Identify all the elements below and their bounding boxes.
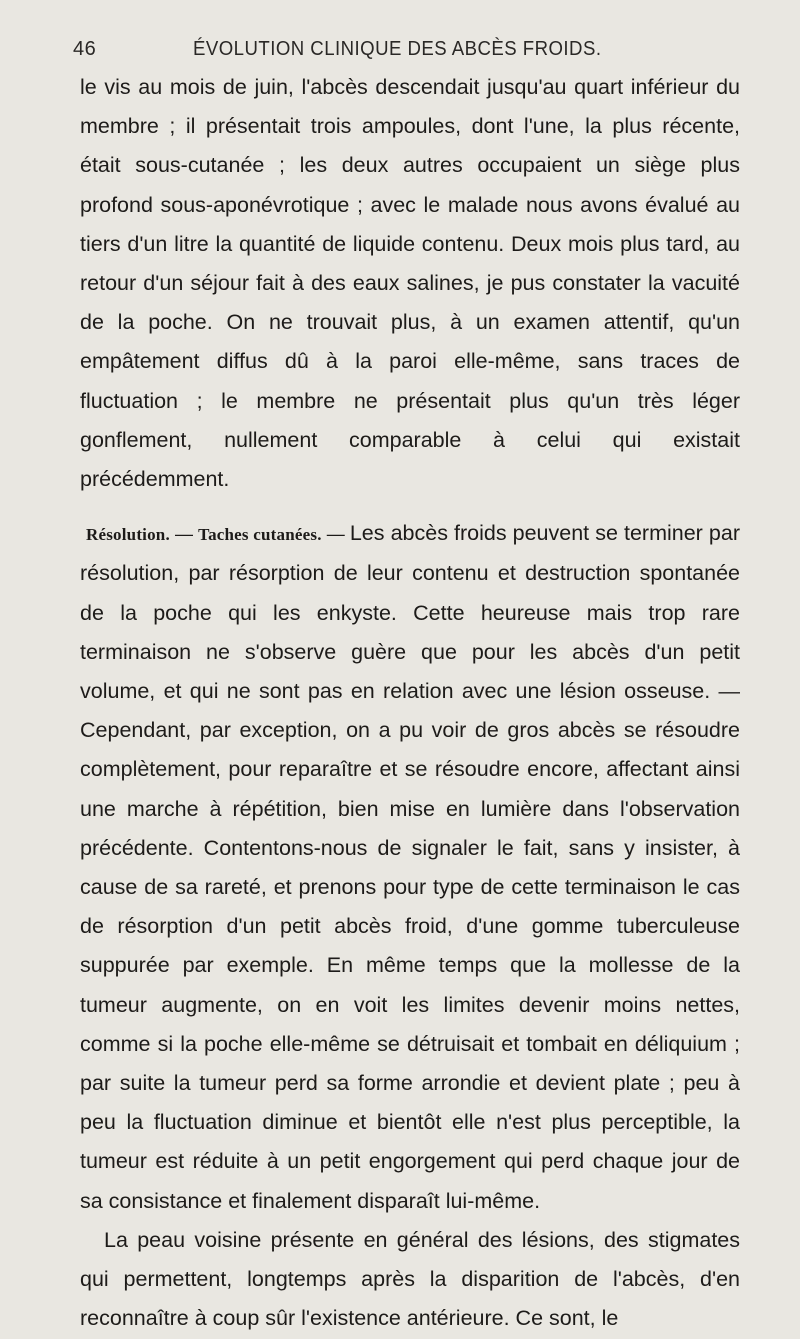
heading-separator: — — [321, 524, 350, 545]
paragraph-resolution-text: Les abcès froids peuvent se terminer par résolution, par résorption de leur contenu et destruction spontanée de la poche qui les enkyste. Cette heureuse mais trop rare terminaison ne s'observe guère que pour les abcès d'un petit volume, et qui ne sont pas en relation avec une lésion osseuse. — Cependant, par exception, on a pu voir de gros abcès se résoudre complètement, pour reparaître et se résoudre encore, affectant ainsi une marche à répétition, bien mise en lumière dans l'observation précédente. Contentons-nous de signaler le fait, sans y insister, à cause de sa rareté, et prenons pour type de cette terminaison le cas de résorption d'un petit abcès froid, d'une gomme tuberculeuse suppurée par exemple. En même temps que la mollesse de la tumeur augmente, on en voit les limites devenir moins nettes, comme si la poche elle-même se détruisait et tombait en déliquium ; par suite la tumeur perd sa forme arrondie et devient plate ; peu à peu la fluctuation diminue et bientôt elle n'est plus perceptible, la tumeur est réduite à un petit engorgement qui perd chaque jour de sa consistance et finalement disparaît lui-même. — [80, 521, 740, 1213]
paragraph-case-continuation: le vis au mois de juin, l'abcès descendait jusqu'au quart inférieur du membre ; il présentait trois ampoules, dont l'une, la plus récente, était sous-cutanée ; les deux autres occupaient un siège plus profond sous-aponévrotique ; avec le malade nous avons évalué au tiers d'un litre la quantité de liquide contenu. Deux mois plus tard, au retour d'un séjour fait à des eaux salines, je pus constater la vacuité de la poche. On ne trouvait plus, à un examen attentif, qu'un empâtement diffus dû à la paroi elle-même, sans traces de fluctuation ; le membre ne présentait plus qu'un très léger gonflement, nullement comparable à celui qui existait précédemment. — [80, 75, 740, 492]
page-number: 46 — [73, 38, 97, 60]
section-heading-resolution: Résolution. — [86, 525, 170, 545]
running-title: ÉVOLUTION CLINIQUE DES ABCÈS FROIDS. — [193, 38, 602, 60]
section-heading-taches-cutanees: Taches cutanées. — [198, 525, 322, 545]
body-text — [80, 68, 740, 1339]
running-header — [73, 38, 741, 68]
paragraph-resolution — [80, 514, 740, 1221]
paragraph-skin-lesions: La peau voisine présente en général des lésions, des stigmates qui permettent, longtemps après la disparition de l'abcès, d'en reconnaître à coup sûr l'existence antérieure. Ce sont, le — [80, 1227, 740, 1331]
heading-separator: — — [169, 524, 199, 545]
